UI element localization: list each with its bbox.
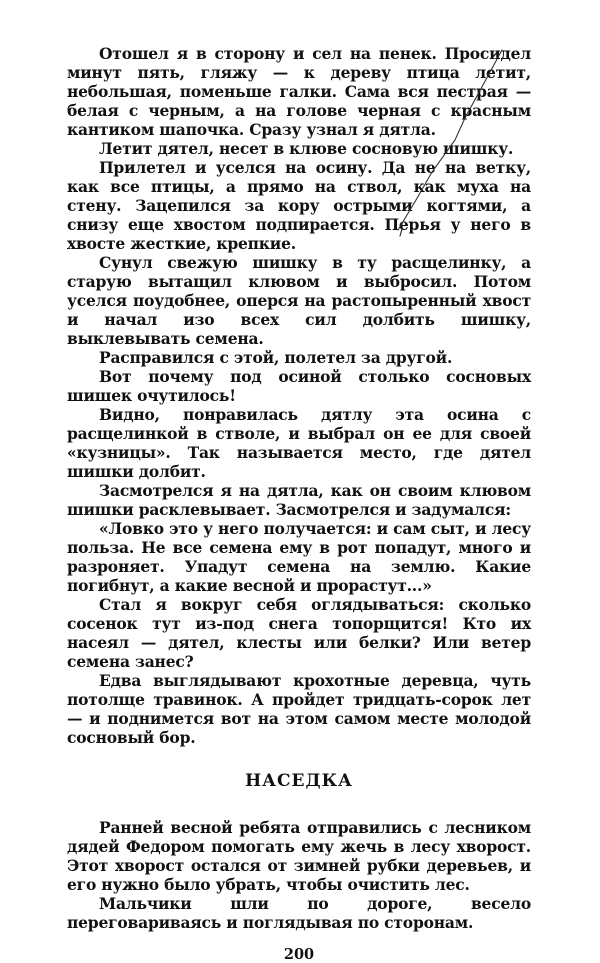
story-paragraph: Засмотрелся я на дятла, как он своим клювом шишки расклевывает. Засмотрелся и задумался: xyxy=(67,481,531,519)
section-title: НАСЕДКА xyxy=(245,771,353,791)
story-quote-paragraph: «Ловко это у него получается: и сам сыт, и лесу польза. Не все семена ему в рот попадут, много и разроняет. Упадут семена на землю. Какие погибнут, а какие весной и прорастут...» xyxy=(67,519,531,595)
section-paragraph: Мальчики шли по дороге, весело переговариваясь и поглядывая по сторонам. xyxy=(67,894,531,932)
story-paragraph: Видно, понравилась дятлу эта осина с расщелинкой в стволе, и выбрал он ее для своей «кузницы». Так называется место, где дятел шишки долбит. xyxy=(67,405,531,481)
story-paragraph: Отошел я в сторону и сел на пенек. Просидел минут пять, гляжу — к дереву птица летит, небольшая, поменьше галки. Сама вся пестрая — белая с черным, а на голове черная с красным кантиком шапочка. Сразу узнал я дятла. xyxy=(67,44,531,139)
section-paragraph: Ранней весной ребята отправились с лесником дядей Федором помогать ему жечь в лесу хворост. Этот хворост остался от зимней рубки деревьев, и его нужно было убрать, чтобы очистить лес. xyxy=(67,818,531,894)
story-paragraph: Вот почему под осиной столько сосновых шишек очутилось! xyxy=(67,367,531,405)
story-paragraph: Расправился с этой, полетел за другой. xyxy=(99,348,453,367)
story-paragraph: Летит дятел, несет в клюве сосновую шишку. xyxy=(99,139,514,158)
page-number: 200 xyxy=(283,946,315,963)
story-paragraph: Едва выглядывают крохотные деревца, чуть потолще травинок. А пройдет тридцать-сорок лет — и поднимется вот на этом самом месте молодой сосновый бор. xyxy=(67,671,531,747)
story-paragraph: Сунул свежую шишку в ту расщелинку, а старую вытащил клювом и выбросил. Потом уселся поудобнее, оперся на растопыренный хвост и начал изо всех сил долбить шишку, выклевывать семена. xyxy=(67,253,531,348)
story-paragraph: Прилетел и уселся на осину. Да не на ветку, как все птицы, а прямо на ствол, как муха на стену. Зацепился за кору острыми когтями, а снизу еще хвостом подпирается. Перья у него в хвосте жесткие, крепкие. xyxy=(67,158,531,253)
book-page xyxy=(67,44,531,963)
story-paragraph: Стал я вокруг себя оглядываться: сколько сосенок тут из-под снега топорщится! Кто их насеял — дятел, клесты или белки? Или ветер семена занес? xyxy=(67,595,531,671)
